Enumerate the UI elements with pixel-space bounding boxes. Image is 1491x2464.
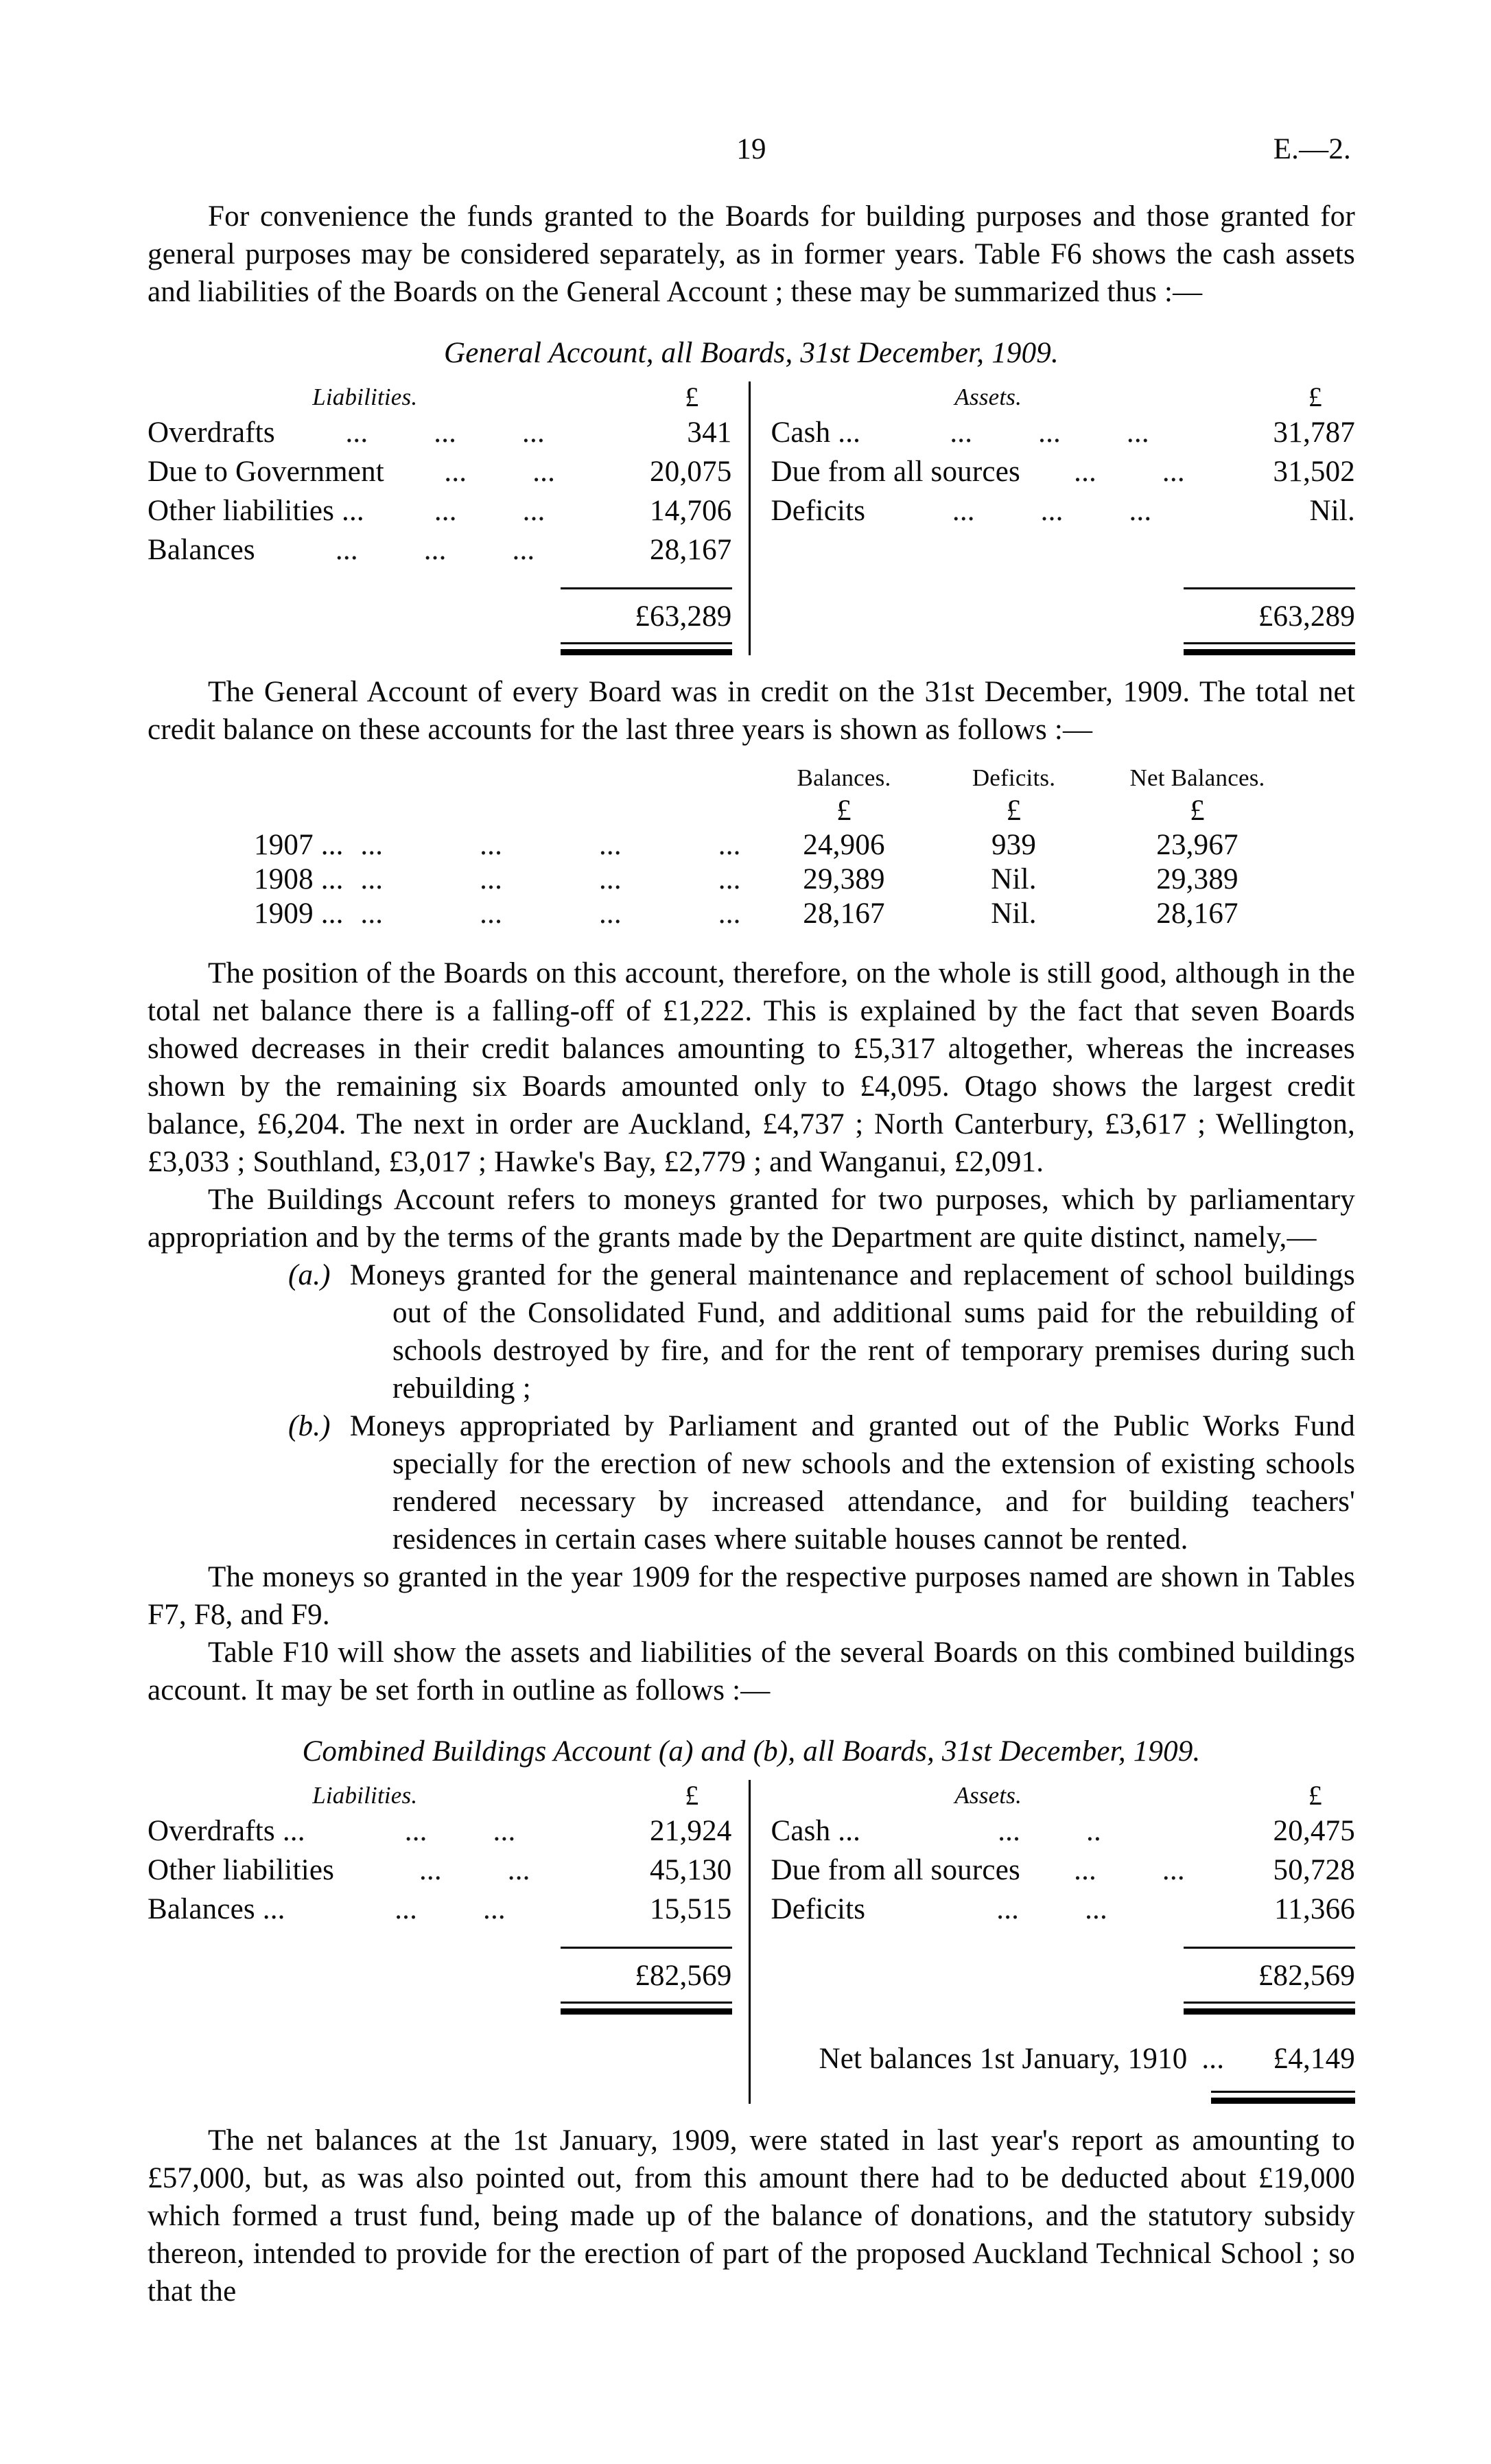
- pound-sign: £: [836, 795, 852, 827]
- table-row: [771, 1851, 1356, 1890]
- spacer: [148, 655, 1355, 673]
- table-row-1907: [254, 828, 1300, 863]
- net-credit-table: [254, 762, 1300, 931]
- list-item-a: [148, 1256, 1355, 1407]
- balances-value: 29,389: [803, 863, 885, 895]
- net-balances-value: 29,389: [1156, 863, 1238, 895]
- deficits-value: Nil.: [991, 897, 1037, 930]
- dot-leader: ... ... ...: [952, 495, 1152, 527]
- table-row: [771, 1890, 1356, 1929]
- table-row: [148, 530, 732, 570]
- paragraph-net-balances: The net balances at the 1st January, 1909, were stated in last year's report as amounting to £57,000, but, as was also pointed out, from this amount there had to be deducted about £19,000 which formed a trust fund, being made up of the balance of donations, and the statutory subsidy thereon, intended to provide for the erection of part of the proposed Auckland Technical School ; so that the: [148, 2124, 1355, 2308]
- dot-leader: ... ... ...: [345, 416, 545, 449]
- row-label: Overdrafts ...: [148, 1815, 305, 1847]
- column-header-net-balances: Net Balances.: [1129, 764, 1265, 791]
- row-label: Deficits: [771, 495, 866, 527]
- row-amount: 14,706: [650, 495, 732, 527]
- list-item-b: [148, 1407, 1355, 1558]
- item-b-marker: (b.): [288, 1410, 331, 1442]
- row-label: Other liabilities: [148, 1854, 335, 1886]
- row-amount: 341: [687, 416, 732, 449]
- header-spacer: [254, 794, 347, 828]
- item-a-marker: (a.): [288, 1259, 331, 1291]
- paragraph-intro: For convenience the funds granted to the Boards for building purposes and those granted for general purposes may be considered separately, as in former years. Table F6 shows the cash assets and liabilities of the Boards on the General Account ; these may be summarized thus :—: [148, 200, 1355, 308]
- assets-heading: Assets.: [954, 384, 1022, 410]
- general-assets-column: [749, 382, 1356, 655]
- assets-heading: Assets.: [954, 1782, 1022, 1809]
- row-amount: 20,475: [1273, 1815, 1355, 1847]
- row-label: Cash ...: [771, 416, 861, 449]
- row-amount: 28,167: [650, 534, 732, 566]
- buildings-liabilities-column: [148, 1780, 749, 2104]
- double-rule: [1184, 642, 1355, 655]
- year-label: 1909 ...: [254, 897, 344, 930]
- total-zone: [1184, 1947, 1355, 2015]
- double-rule: [1211, 2091, 1355, 2104]
- spacer: [148, 749, 1355, 758]
- row-label: Deficits: [771, 1893, 866, 1925]
- row-label: Due from all sources: [771, 1854, 1020, 1886]
- general-account-table: [148, 334, 1355, 655]
- dot-leader: ... ...: [1074, 456, 1185, 488]
- table-row: [771, 1811, 1356, 1851]
- liabilities-total: £63,289: [635, 600, 732, 633]
- net-balance-rule-zone: [1211, 2091, 1355, 2104]
- liabilities-total: £82,569: [635, 1960, 732, 1992]
- net-balances-value: 28,167: [1156, 897, 1238, 930]
- liabilities-heading: Liabilities.: [312, 384, 418, 410]
- table-row-1908: [254, 863, 1300, 897]
- net-balances-label: Net balances 1st January, 1910: [819, 2043, 1188, 2075]
- document-reference: E.—2.: [1273, 133, 1351, 165]
- buildings-assets-column: [749, 1780, 1356, 2104]
- balances-value: 28,167: [803, 897, 885, 930]
- table-row: [148, 1851, 732, 1890]
- assets-header: [771, 1780, 1356, 1811]
- total-zone: [561, 1947, 732, 2015]
- header-spacer: [254, 762, 347, 794]
- pound-sign: £: [685, 1780, 699, 1811]
- header-spacer: [347, 762, 755, 794]
- page-header: [148, 130, 1355, 169]
- liabilities-header: [148, 1780, 732, 1811]
- general-account-title: General Account, all Boards, 31st December, 1909.: [444, 337, 1059, 369]
- column-header-balances: Balances.: [797, 764, 891, 791]
- dot-leader: ... ... ... ...: [360, 863, 741, 895]
- header-spacer: [347, 794, 755, 828]
- net-balances-row: [771, 2039, 1356, 2078]
- dot-leader: ...: [1201, 2043, 1225, 2075]
- year-label: 1908 ...: [254, 863, 344, 895]
- balances-value: 24,906: [803, 829, 885, 861]
- page-number: 19: [736, 133, 766, 165]
- table-row: [148, 491, 732, 530]
- item-a-text: Moneys granted for the general maintenance and replacement of school buildings out of the Consolidated Fund, and additional sums paid for the rebuilding of schools destroyed by fire, and for the rent of temporary premises during such rebuilding ;: [349, 1259, 1355, 1405]
- table-row: [771, 413, 1356, 452]
- pound-sign: £: [1308, 1780, 1322, 1811]
- row-amount: 11,366: [1274, 1893, 1355, 1925]
- paragraph-moneys-granted: The moneys so granted in the year 1909 for the respective purposes named are shown in Tables F7, F8, and F9.: [148, 1561, 1355, 1631]
- pound-sign: £: [685, 382, 699, 412]
- row-amount: 21,924: [650, 1815, 732, 1847]
- dot-leader: ... ...: [419, 1854, 530, 1886]
- liabilities-heading: Liabilities.: [312, 1782, 418, 1809]
- general-liabilities-column: [148, 382, 749, 655]
- spacer: [148, 937, 1355, 954]
- double-rule: [1184, 2002, 1355, 2015]
- double-rule: [561, 642, 732, 655]
- paragraph-buildings-account: The Buildings Account refers to moneys granted for two purposes, which by parliamentary appropriation and by the terms of the grants made by the Department are quite distinct, namely,—: [148, 1184, 1355, 1254]
- paragraph-table-f10: Table F10 will show the assets and liabilities of the several Boards on this combined buildings account. It may be set forth in outline as follows :—: [148, 1636, 1355, 1706]
- spacer-row: [771, 530, 1356, 570]
- dot-leader: ... ... ... ...: [360, 897, 741, 930]
- row-label: Due to Government: [148, 456, 384, 488]
- assets-total: £63,289: [1258, 600, 1355, 633]
- assets-total: £82,569: [1258, 1960, 1355, 1992]
- pound-sign: £: [1190, 795, 1205, 827]
- table-row: [148, 1890, 732, 1929]
- row-amount: 15,515: [650, 1893, 732, 1925]
- paragraph-position: The position of the Boards on this account, therefore, on the whole is still good, although in the total net balance there is a falling-off of £1,222. This is explained by the fact that seven Boards showed decreases in their credit balances amounting to £5,317 altogether, whereas the increases shown by the remaining six Boards amounted only to £4,095. Otago shows the largest credit balance, £6,204. The next in order are Auckland, £4,737 ; North Canterbury, £3,617 ; Wellington, £3,033 ; Southland, £3,017 ; Hawke's Bay, £2,779 ; and Wanganui, £2,091.: [148, 957, 1355, 1178]
- table-row: [148, 1811, 732, 1851]
- table-row: [771, 491, 1356, 530]
- deficits-value: 939: [991, 829, 1037, 861]
- column-header-deficits: Deficits.: [972, 764, 1056, 791]
- net-balances-amount: £4,149: [1273, 2043, 1355, 2075]
- combined-buildings-table: [148, 1733, 1355, 2104]
- combined-buildings-columns: [148, 1780, 1355, 2104]
- dot-leader: ... ...: [996, 1893, 1107, 1925]
- combined-buildings-title: Combined Buildings Account (a) and (b), all Boards, 31st December, 1909.: [302, 1735, 1201, 1768]
- row-amount: 45,130: [650, 1854, 732, 1886]
- row-label: Balances: [148, 534, 255, 566]
- row-amount: Nil.: [1309, 495, 1355, 527]
- dot-leader: ... ...: [444, 456, 556, 488]
- year-label: 1907 ...: [254, 829, 344, 861]
- liabilities-header: [148, 382, 732, 413]
- net-credit-header-row: [254, 762, 1300, 794]
- row-amount: 31,787: [1273, 416, 1355, 449]
- deficits-value: Nil.: [991, 863, 1037, 895]
- row-label: Other liabilities ...: [148, 495, 364, 527]
- row-label: Cash ...: [771, 1815, 861, 1847]
- total-zone: [561, 587, 732, 655]
- pound-sign: £: [1308, 382, 1322, 412]
- dot-leader: ... ...: [404, 1815, 516, 1847]
- pound-sign: £: [1006, 795, 1022, 827]
- spacer: [148, 2104, 1355, 2122]
- assets-header: [771, 382, 1356, 413]
- dot-leader: ... ... ...: [950, 416, 1149, 449]
- row-label: Due from all sources: [771, 456, 1020, 488]
- row-amount: 31,502: [1273, 456, 1355, 488]
- table-row-1909: [254, 897, 1300, 931]
- item-b-text: Moneys appropriated by Parliament and granted out of the Public Works Fund specially for the erection of new schools and the extension of existing schools rendered necessary by increased attendance, and for building teachers' residences in certain cases where suitable houses cannot be rented.: [349, 1410, 1355, 1556]
- dot-leader: ... ... ... ...: [360, 829, 741, 861]
- row-label: Overdrafts: [148, 416, 275, 449]
- dot-leader: ... ... ...: [335, 534, 535, 566]
- row-amount: 20,075: [650, 456, 732, 488]
- net-credit-currency-row: [254, 794, 1300, 828]
- net-balances-value: 23,967: [1156, 829, 1238, 861]
- table-row: [148, 452, 732, 491]
- dot-leader: ... ...: [1074, 1854, 1185, 1886]
- paragraph-credit-balance: The General Account of every Board was in credit on the 31st December, 1909. The total net credit balance on these accounts for the last three years is shown as follows :—: [148, 676, 1355, 746]
- table-row: [771, 452, 1356, 491]
- dot-leader: ... ...: [434, 495, 545, 527]
- row-label: Balances ...: [148, 1893, 285, 1925]
- general-account-columns: [148, 382, 1355, 655]
- total-zone: [1184, 587, 1355, 655]
- dot-leader: ... ..: [998, 1815, 1101, 1847]
- dot-leader: ... ...: [395, 1893, 506, 1925]
- row-amount: 50,728: [1273, 1854, 1355, 1886]
- table-row: [148, 413, 732, 452]
- double-rule: [561, 2002, 732, 2015]
